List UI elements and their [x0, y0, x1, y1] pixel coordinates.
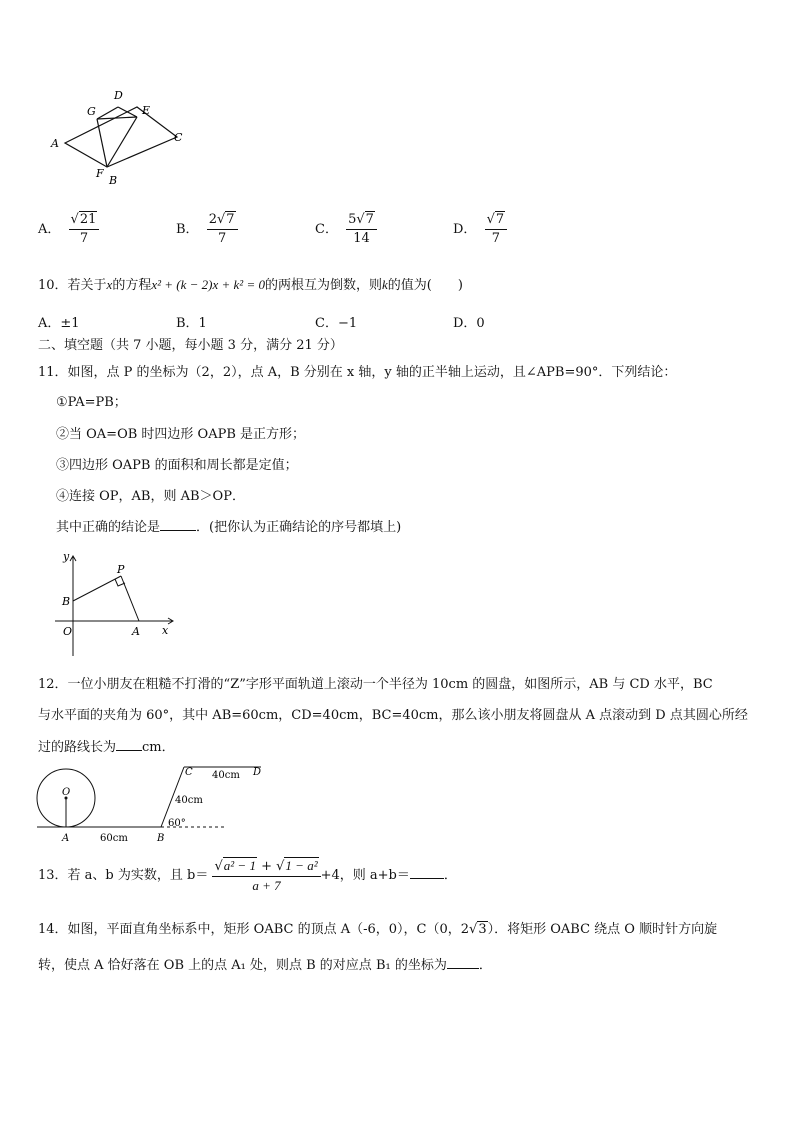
q10-stem: 10．若关于x的方程x² + (k − 2)x + k² = 0的两根互为倒数，则k的值为( ) [38, 277, 463, 293]
label-o: O [63, 625, 73, 638]
track-figure [35, 763, 270, 845]
label-a: A [132, 625, 140, 638]
label-b: B [157, 833, 165, 844]
q10-option-a: A．±1 [38, 316, 80, 331]
label-d: D [253, 767, 262, 778]
q11-ask: 其中正确的结论是 ．(把你认为正确结论的序号都填上) [56, 520, 402, 535]
coordinate-figure [55, 548, 180, 660]
answer-blank [410, 878, 444, 879]
q12-line-1: 12．一位小朋友在粗糙不打滑的“Z”字形平面轨道上滚动一个半径为 10cm 的圆盘，如图所示，AB 与 CD 水平，BC [38, 677, 713, 692]
label-a: A [62, 833, 70, 844]
q11-item-1: ①PA=PB； [56, 395, 127, 410]
rhombus-figure [45, 85, 195, 190]
label-a: A [51, 137, 59, 150]
length-bc: 40cm [175, 795, 203, 806]
q9-option-a: A． $\frac{√21}{7}$ [38, 212, 99, 247]
answer-blank [447, 968, 479, 969]
q14-line-2: 转，使点 A 恰好落在 OB 上的点 A₁ 处，则点 B 的对应点 B₁ 的坐标为 ． [38, 958, 492, 973]
q11-stem: 11．如图，点 P 的坐标为（2，2），点 A，B 分别在 x 轴，y 轴的正半轴上运动，且∠APB=90°．下列结论： [38, 365, 677, 380]
q9-option-b: B． $\frac{2√7}{7}$ [176, 212, 238, 247]
label-d: D [114, 89, 123, 102]
label-f: F [96, 167, 104, 180]
q12-line-2: 与水平面的夹角为 60°，其中 AB=60cm，CD=40cm，BC=40cm，那么该小朋友将圆盘从 A 点滚动到 D 点其圆心所经 [38, 708, 748, 723]
fraction: $\frac{2√7}{7}$ [207, 212, 238, 247]
axis-x-label: x [162, 624, 169, 637]
label-o: O [62, 787, 71, 798]
label-g: G [87, 105, 96, 118]
q10-option-c: C．−1 [315, 316, 358, 331]
section-title: 二、填空题（共 7 小题，每小题 3 分，满分 21 分） [38, 338, 343, 353]
angle-label: 60° [168, 818, 186, 829]
q12-line-3: 过的路线长为 cm． [38, 740, 175, 755]
fraction: $\frac{5√7}{14}$ [346, 212, 377, 247]
q11-item-2: ②当 OA=OB 时四边形 OAPB 是正方形； [56, 427, 306, 442]
axis-y-label: y [63, 550, 70, 563]
label-e: E [142, 104, 151, 117]
label-b: B [62, 595, 71, 608]
label-c: C [185, 767, 193, 778]
q10-option-d: D．0 [453, 316, 485, 331]
fraction: $\frac{√7}{7}$ [485, 212, 508, 247]
q11-item-4: ④连接 OP，AB，则 AB＞OP． [56, 489, 245, 504]
q9-option-c: C． $\frac{5√7}{14}$ [315, 212, 377, 247]
label-p: P [117, 563, 125, 576]
answer-blank [116, 750, 142, 751]
label-c: C [174, 131, 183, 144]
q11-item-3: ③四边形 OAPB 的面积和周长都是定值； [56, 458, 298, 473]
q14-line-1: 14．如图，平面直角坐标系中，矩形 OABC 的顶点 A（-6，0），C（0，2√3）．将矩形 OABC 绕点 O 顺时针方向旋 [38, 922, 718, 937]
fraction: $\frac{√21}{7}$ [69, 212, 100, 247]
answer-blank [160, 530, 196, 531]
length-ab: 60cm [100, 833, 128, 844]
q9-option-d: D． $\frac{√7}{7}$ [453, 212, 507, 247]
q13-stem: 13．若 a、b 为实数，且 b＝ $\frac{\text{√a² − 1 + √1 − a²}}{a + 7}$ +4，则 a+b＝ ． [38, 857, 457, 893]
length-cd: 40cm [212, 770, 240, 781]
fraction: $\frac{\text{√a² − 1 + √1 − a²}}{a + 7}$ [212, 858, 320, 894]
q10-option-b: B．1 [176, 316, 207, 331]
label-b: B [109, 174, 118, 187]
